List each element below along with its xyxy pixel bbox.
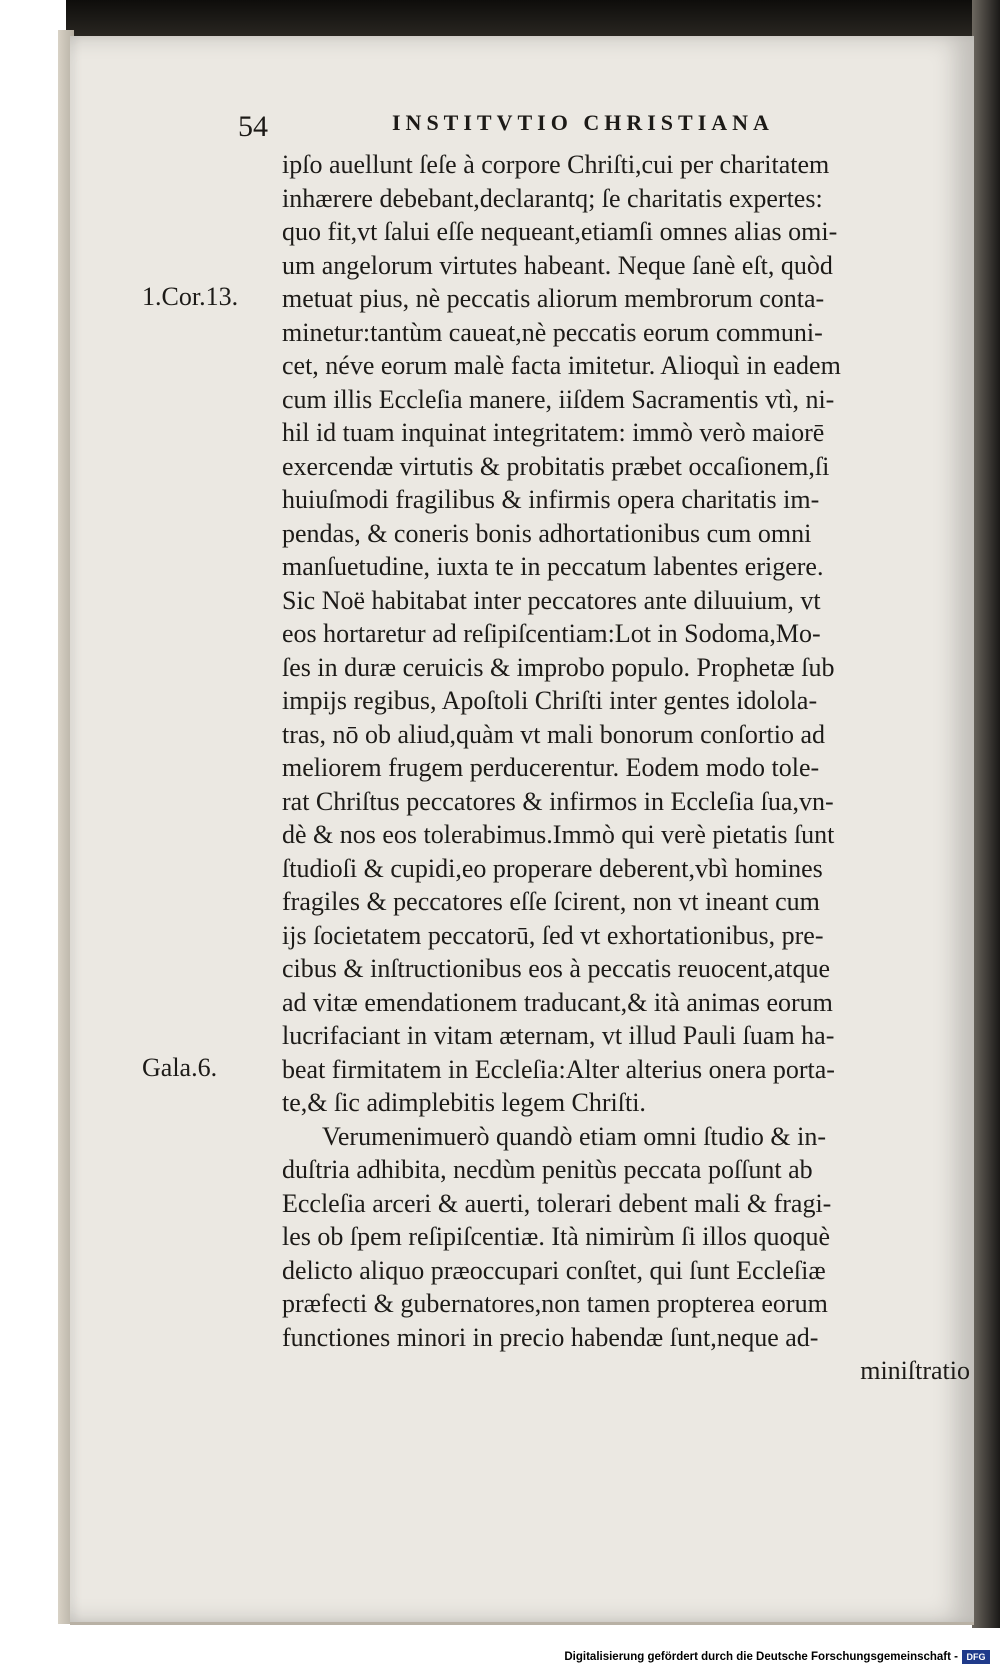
text-line: minetur:tantùm caueat,nè peccatis eorum communi-: [282, 317, 823, 347]
text-line: Sic Noë habitabat inter peccatores ante diluuium, vt: [282, 585, 821, 615]
text-line: beat firmitatem in Eccleſia:Alter alterius onera porta-: [282, 1054, 835, 1084]
text-line: Eccleſia arceri & auerti, tolerari debent mali & fragi-: [282, 1188, 832, 1218]
text-line: ſes in duræ ceruicis & improbo populo. Prophetæ ſub: [282, 652, 835, 682]
text-line: delicto aliquo præoccupari conſtet, qui ſunt Eccleſiæ: [282, 1255, 826, 1285]
page-number: 54: [238, 110, 268, 143]
text-line: te,& ſic adimplebitis legem Chriſti.: [282, 1088, 646, 1117]
text-line: cet, néve eorum malè facta imitetur. Alioquì in eadem: [282, 351, 841, 380]
text-line: duſtria adhibita, necdùm penitùs peccata poſſunt ab: [282, 1155, 813, 1184]
book-binding-top: [66, 0, 1000, 38]
text-line: fragiles & peccatores eſſe ſcirent, non vt ineant cum: [282, 887, 820, 916]
text-line: ad vitæ emendationem traducant,& ità animas eorum: [282, 987, 833, 1017]
text-line: functiones minori in precio habendæ ſunt,neque ad-: [282, 1322, 819, 1352]
text-line: cibus & inſtructionibus eos à peccatis reuocent,atque: [282, 954, 830, 983]
text-line: impijs regibus, Apoſtoli Chriſti inter gentes idolola-: [282, 686, 818, 715]
text-line: meliorem frugem perducerentur. Eodem modo tole-: [282, 753, 820, 782]
text-line: miniſtratio: [860, 1356, 970, 1385]
text-line: manſuetudine, iuxta te in peccatum labentes erigere.: [282, 552, 824, 581]
text-line: les ob ſpem reſipiſcentiæ. Ità nimirùm ſi illos quoquè: [282, 1222, 831, 1251]
text-line: tras, nō ob aliud,quàm vt mali bonorum conſortio ad: [282, 719, 826, 749]
text-line: præfecti & gubernatores,non tamen propterea eorum: [282, 1289, 828, 1318]
text-line: pendas, & coneris bonis adhortationibus cum omni: [282, 518, 812, 548]
text-line: eos hortaretur ad reſipiſcentiam:Lot in Sodoma,Mo-: [282, 619, 821, 648]
text-line: inhærere debebant,declarantq; ſe charitatis expertes:: [282, 183, 823, 213]
text-line: rat Chriſtus peccatores & infirmos in Eccleſia ſua,vn-: [282, 786, 834, 816]
text-line: ijs ſocietatem peccatorū, ſed vt exhortationibus, pre-: [282, 920, 824, 950]
text-line: lucrifaciant in vitam æternam, vt illud Pauli ſuam ha-: [282, 1021, 835, 1050]
text-line: cum illis Eccleſia manere, iiſdem Sacramentis vtì, ni-: [282, 384, 835, 414]
running-head: INSTITVTIO CHRISTIANA: [392, 110, 774, 135]
text-line: huiuſmodi fragilibus & infirmis opera charitatis im-: [282, 485, 820, 514]
margin-note-cor: 1.Cor.13.: [142, 282, 239, 311]
book-cover-edge: [972, 0, 1000, 1628]
text-line: ſtudioſi & cupidi,eo properare deberent,vbì homines: [282, 853, 823, 883]
funding-credit: Digitalisierung gefördert durch die Deutsche Forschungsgemeinschaft -: [564, 1651, 958, 1663]
body-text: [282, 148, 970, 1388]
text-line: quo fit,vt ſalui eſſe nequeant,etiamſi omnes alias omi-: [282, 217, 838, 246]
text-line: metuat pius, nè peccatis aliorum membrorum conta-: [282, 284, 825, 313]
text-line: Verumenimuerò quandò etiam omni ſtudio & in-: [322, 1121, 827, 1151]
text-line: hil id tuam inquinat integritatem: immò verò maiorē: [282, 418, 825, 447]
text-line: ipſo auellunt ſeſe à corpore Chriſti,cui per charitatem: [282, 150, 830, 179]
text-line: dè & nos eos tolerabimus.Immò qui verè pietatis ſunt: [282, 820, 835, 849]
margin-note-gal: Gala.6.: [142, 1052, 218, 1082]
text-line: exercendæ virtutis & probitatis præbet occaſionem,ſi: [282, 451, 830, 481]
text-line: um angelorum virtutes habeant. Neque ſanè eſt, quòd: [282, 250, 833, 280]
dfg-logo-icon: DFG: [962, 1650, 990, 1664]
